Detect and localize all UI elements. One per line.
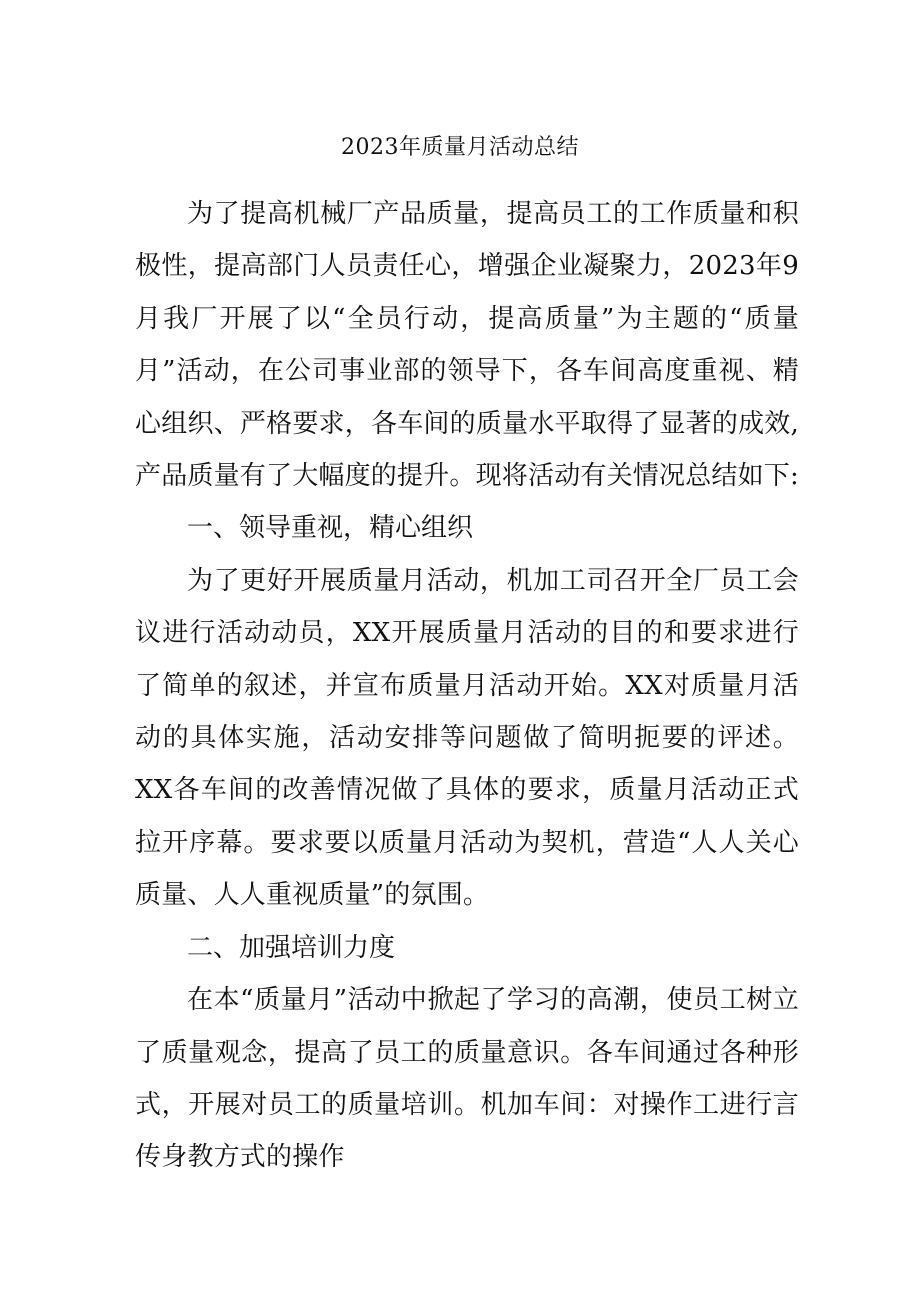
intro-paragraph: 为了提高机械厂产品质量，提高员工的工作质量和积极性，提高部门人员责任心，增强企业凝聚力，2023年9月我厂开展了以“全员行动，提高质量”为主题的“质量月”活动，在公司事业部的领导下，各车间高度重视、精心组织、严格要求，各车间的质量水平取得了显著的成效,产品质量有了大幅度的提升。现将活动有关情况总结如下: [135, 199, 799, 492]
section-heading-1: 一、领导重视，精心组织 [187, 513, 474, 544]
section-heading-2: 二、加强培训力度 [187, 932, 396, 963]
section-1-paragraph: 为了更好开展质量月活动，机加工司召开全厂员工会议进行活动动员，XX开展质量月活动的目的和要求进行了简单的叙述，并宣布质量月活动开始。XX对质量月活动的具体实施，活动安排等问题做了简明扼要的评述。XX各车间的改善情况做了具体的要求，质量月活动正式拉开序幕。要求要以质量月活动为契机，营造“人人关心质量、人人重视质量”的氛围。 [135, 565, 799, 911]
document-body [135, 188, 799, 1184]
section-2-paragraph: 在本“质量月”活动中掀起了学习的高潮，使员工树立了质量观念，提高了员工的质量意识。各车间通过各种形式，开展对员工的质量培训。机加车间：对操作工进行言传身教方式的操作 [135, 985, 799, 1173]
document-title: 2023年质量月活动总结 [341, 135, 579, 160]
